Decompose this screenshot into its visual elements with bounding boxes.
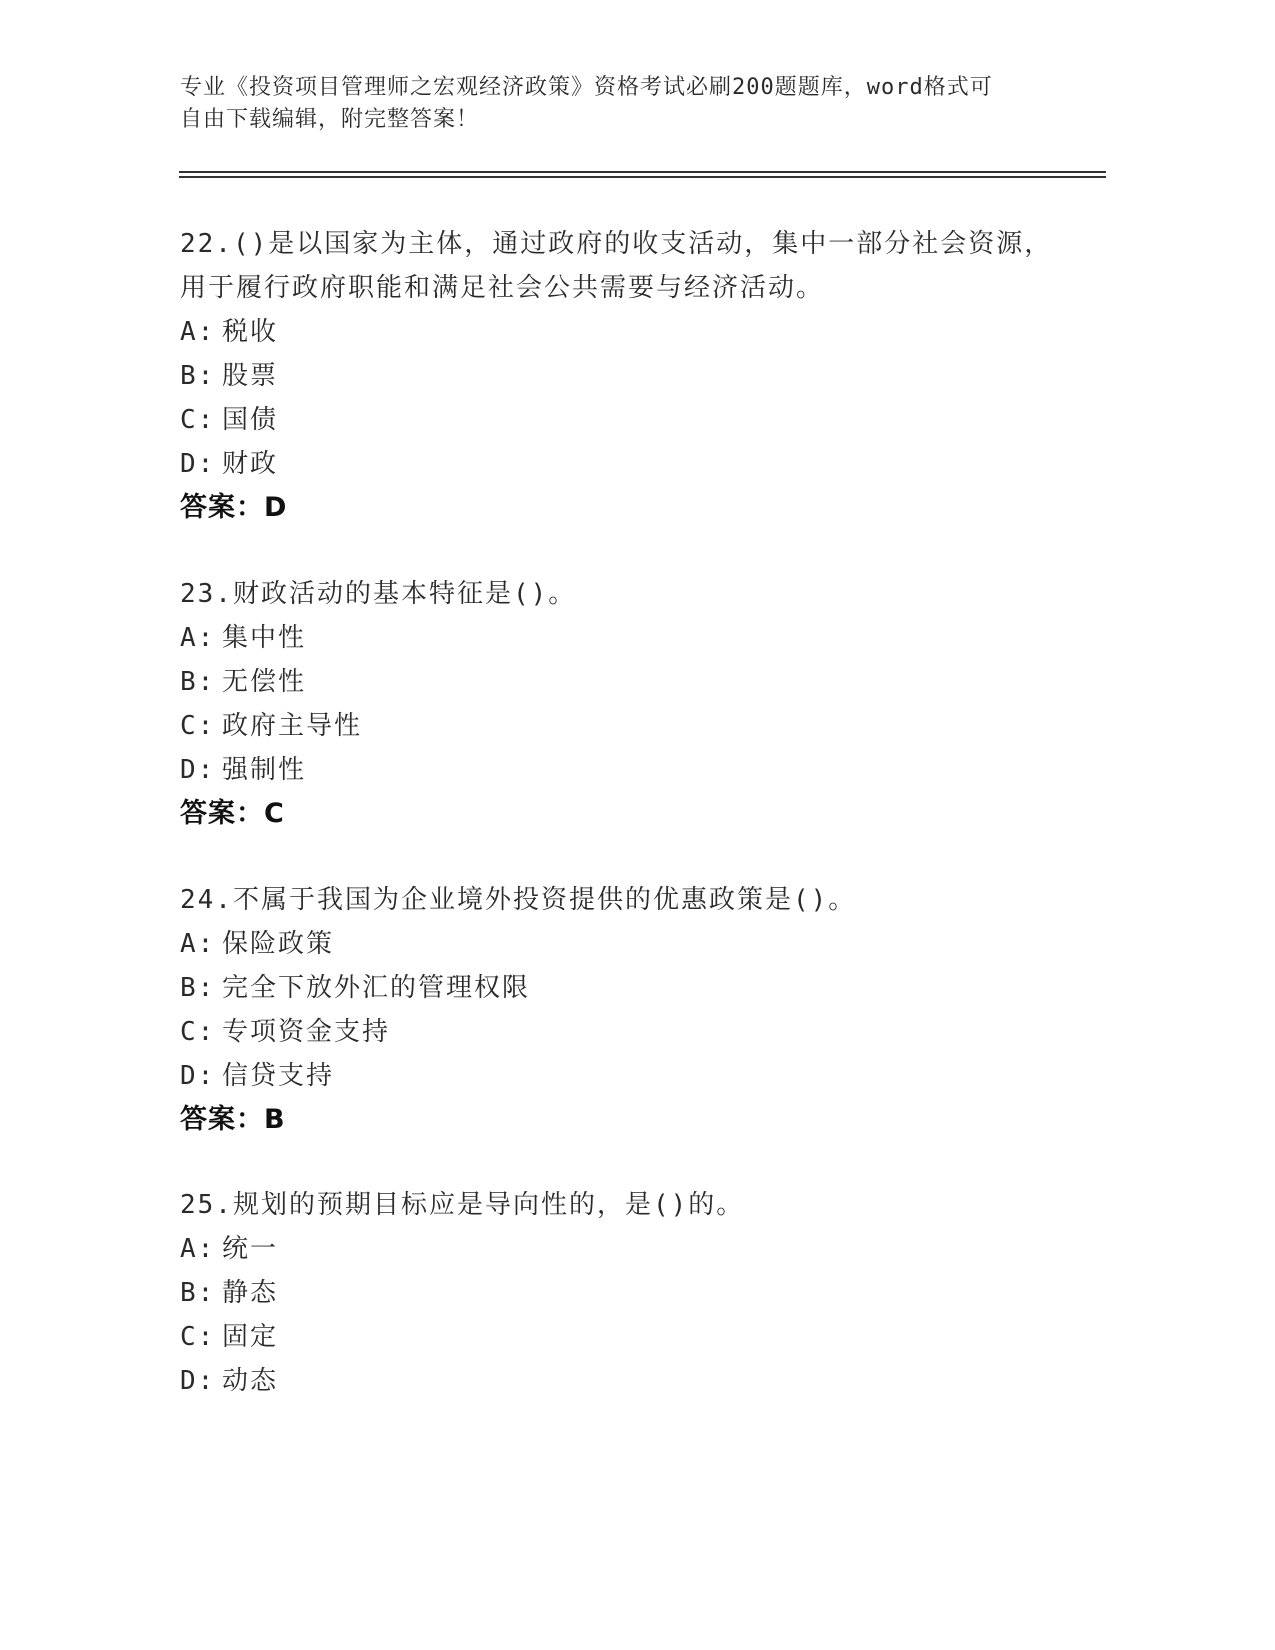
question-stem — [180, 222, 1080, 310]
option-text: 无偿性 — [222, 667, 307, 697]
option-key: C: — [180, 711, 216, 741]
question-stem — [180, 1183, 1080, 1227]
option-text: 股票 — [222, 361, 279, 391]
option-key: A: — [180, 623, 216, 653]
option-a — [180, 310, 1080, 354]
option-key: C: — [180, 1017, 216, 1047]
option-d — [180, 748, 1080, 792]
option-text: 统一 — [222, 1234, 279, 1264]
option-b — [180, 966, 1080, 1010]
option-text: 完全下放外汇的管理权限 — [222, 973, 531, 1003]
option-key: D: — [180, 1366, 216, 1396]
option-text: 静态 — [222, 1278, 279, 1308]
header-line-2: 自由下载编辑，附完整答案！ — [180, 107, 480, 132]
option-text: 保险政策 — [222, 929, 335, 959]
question-22 — [180, 222, 1080, 530]
answer-label: 答案：C — [180, 798, 285, 829]
answer-label: 答案：D — [180, 492, 288, 523]
option-key: D: — [180, 1061, 216, 1091]
option-d — [180, 442, 1080, 486]
option-b — [180, 660, 1080, 704]
question-23 — [180, 572, 1080, 836]
option-text: 集中性 — [222, 623, 307, 653]
option-key: C: — [180, 405, 216, 435]
option-a — [180, 922, 1080, 966]
option-b — [180, 1271, 1080, 1315]
option-text: 财政 — [222, 449, 279, 479]
header-line-1: 专业《投资项目管理师之宏观经济政策》资格考试必刷200题题库，word格式可 — [180, 75, 993, 100]
answer-label: 答案：B — [180, 1104, 286, 1135]
question-stem-line-1: 22.()是以国家为主体，通过政府的收支活动，集中一部分社会资源， — [180, 229, 1053, 259]
option-key: D: — [180, 755, 216, 785]
question-stem-line-1: 23.财政活动的基本特征是()。 — [180, 579, 577, 609]
option-b — [180, 354, 1080, 398]
question-stem-line-1: 25.规划的预期目标应是导向性的，是()的。 — [180, 1190, 745, 1220]
question-24 — [180, 878, 1080, 1142]
option-key: B: — [180, 667, 216, 697]
question-stem — [180, 572, 1080, 616]
option-text: 专项资金支持 — [222, 1017, 391, 1047]
question-stem — [180, 878, 1080, 922]
header-divider-top — [179, 171, 1106, 173]
option-a — [180, 1227, 1080, 1271]
document-header — [180, 72, 1060, 136]
option-key: B: — [180, 973, 216, 1003]
option-key: D: — [180, 449, 216, 479]
option-d — [180, 1054, 1080, 1098]
option-key: A: — [180, 929, 216, 959]
option-key: C: — [180, 1322, 216, 1352]
option-key: B: — [180, 361, 216, 391]
option-key: B: — [180, 1278, 216, 1308]
option-text: 信贷支持 — [222, 1061, 335, 1091]
option-c — [180, 398, 1080, 442]
question-stem-line-2: 用于履行政府职能和满足社会公共需要与经济活动。 — [180, 273, 825, 303]
option-d — [180, 1359, 1080, 1403]
option-text: 强制性 — [222, 755, 307, 785]
option-text: 动态 — [222, 1366, 279, 1396]
option-c — [180, 704, 1080, 748]
option-c — [180, 1010, 1080, 1054]
question-25 — [180, 1183, 1080, 1403]
header-divider-bottom — [179, 176, 1106, 178]
option-c — [180, 1315, 1080, 1359]
option-text: 政府主导性 — [222, 711, 363, 741]
question-stem-line-1: 24.不属于我国为企业境外投资提供的优惠政策是()。 — [180, 885, 857, 915]
option-text: 固定 — [222, 1322, 279, 1352]
option-key: A: — [180, 317, 216, 347]
option-text: 税收 — [222, 317, 279, 347]
option-a — [180, 616, 1080, 660]
option-text: 国债 — [222, 405, 279, 435]
option-key: A: — [180, 1234, 216, 1264]
